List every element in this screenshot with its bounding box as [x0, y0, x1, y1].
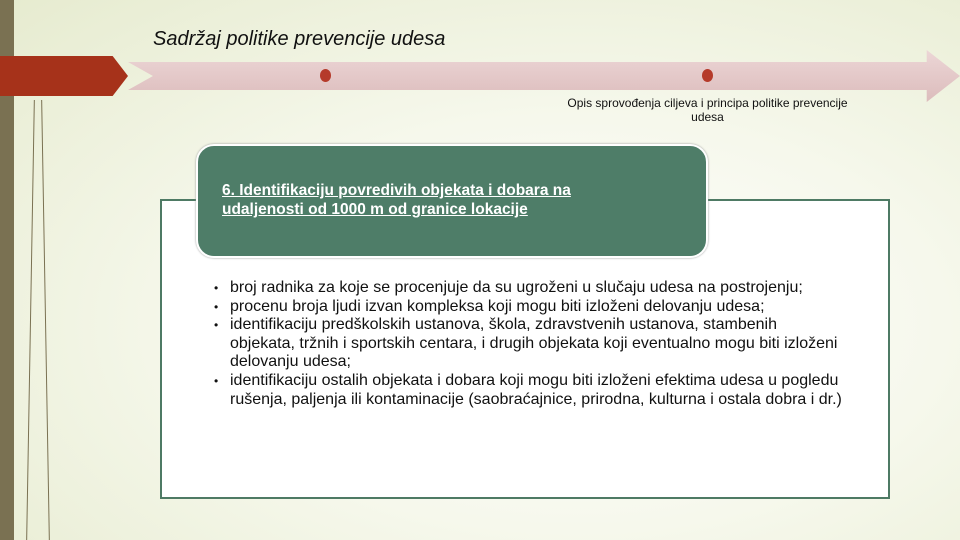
- decor-line: [41, 100, 50, 540]
- heading-box: [196, 144, 708, 258]
- red-tab-decor: [0, 56, 128, 96]
- list-item: • broj radnika za koje se procenjuje da su ugroženi u slučaju udesa na postrojenju;: [214, 279, 844, 298]
- bullet-list: [214, 279, 844, 409]
- timeline-arrow: [128, 50, 960, 102]
- timeline-dot: [320, 69, 331, 82]
- decor-line: [26, 100, 35, 540]
- list-item: • identifikaciju ostalih objekata i dobara koji mogu biti izloženi efektima udesa u pogledu rušenja, paljenja ili kontaminacije (saobraćajnice, prirodna, kulturna i ostala dobra i dr.): [214, 372, 844, 409]
- list-item: • identifikaciju predškolskih ustanova, škola, zdravstvenih ustanova, stambenih objekata, tržnih i sportskih centara, i drugih objekata koji eventualno mogu biti izloženi delovanju udesa;: [214, 316, 844, 372]
- heading-text: 6. Identifikaciju povredivih objekata i dobara na udaljenosti od 1000 m od granice lokacije: [222, 182, 571, 218]
- list-item: • procenu broja ljudi izvan kompleksa koji mogu biti izloženi delovanju udesa;: [214, 298, 844, 317]
- slide-title: Sadržaj politike prevencije udesa: [153, 28, 446, 50]
- timeline-dot: [702, 69, 713, 82]
- timeline-caption: Opis sprovođenja ciljeva i principa politike prevencije udesa: [567, 96, 848, 124]
